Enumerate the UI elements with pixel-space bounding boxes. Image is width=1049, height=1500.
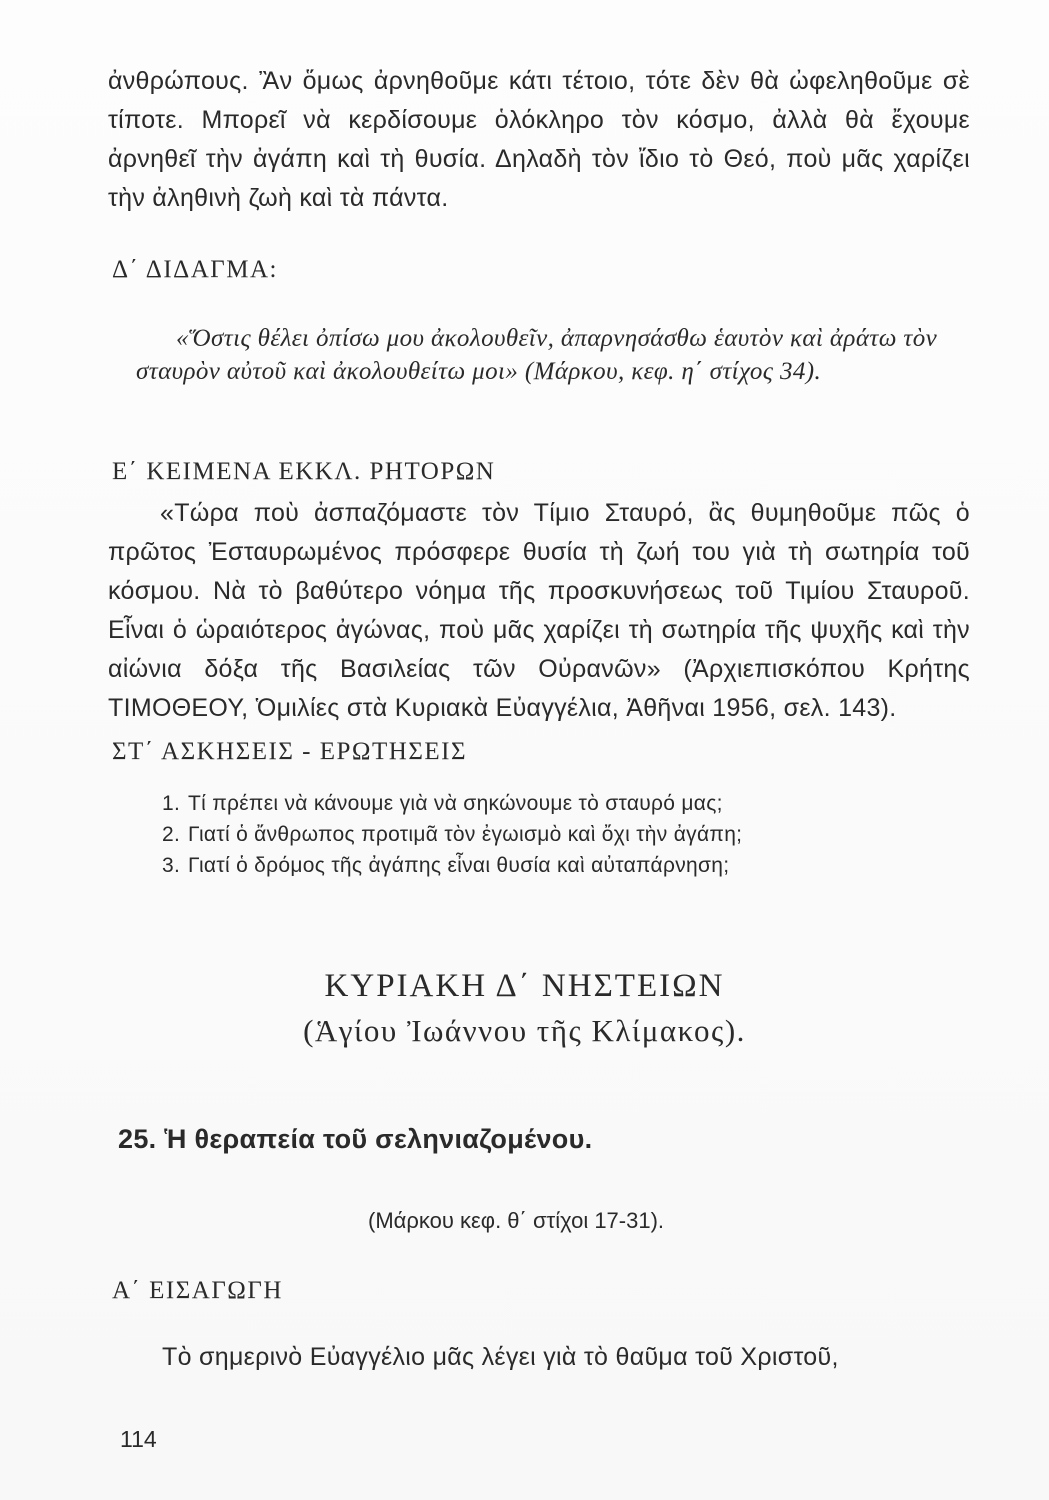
section-a-text: Τὸ σημερινὸ Εὐαγγέλιο μᾶς λέγει γιὰ τὸ θαῦμα τοῦ Χριστοῦ, [162, 1343, 839, 1371]
section-st-heading: ΣΤ΄ ΑΣΚΗΣΕΙΣ - ΕΡΩΤΗΣΕΙΣ [112, 738, 468, 765]
question-text: Γιατί ὁ ἄνθρωπος προτιμᾶ τὸν ἐγωισμὸ καὶ ὄχι τὴν ἀγάπη; [188, 823, 743, 846]
question-item [162, 850, 922, 881]
sunday-subtitle: (Ἁγίου Ἰωάννου τῆς Κλίμακος). [303, 1013, 746, 1048]
question-item [162, 819, 922, 850]
opening-paragraph: ἀνθρώπους. Ἂν ὅμως ἀρνηθοῦμε κάτι τέτοιο, τότε δὲν θὰ ὠφεληθοῦμε σὲ τίποτε. Μπορεῖ νὰ κερδίσουμε ὁλόκληρο τὸν κόσμο, ἀλλὰ θὰ ἔχουμε ἀρνηθεῖ τὴν ἀγάπη καὶ τὴ θυσία. Δηλαδὴ τὸν ἴδιο τὸ Θεό, ποὺ μᾶς χαρίζει τὴν ἀληθινὴ ζωὴ καὶ τὰ πάντα. [108, 67, 970, 212]
question-number: 1. [162, 792, 181, 815]
question-number: 2. [162, 823, 181, 846]
lesson-reference: (Μάρκου κεφ. θ΄ στίχοι 17-31). [368, 1208, 665, 1233]
question-number: 3. [162, 854, 181, 877]
question-text: Γιατί ὁ δρόμος τῆς ἀγάπης εἶναι θυσία καὶ αὐταπάρνηση; [188, 854, 730, 877]
questions-list [162, 788, 922, 881]
sunday-title: ΚΥΡΙΑΚΗ Δ΄ ΝΗΣΤΕΙΩΝ [324, 968, 725, 1004]
section-e-text: «Τώρα ποὺ ἀσπαζόμαστε τὸν Τίμιο Σταυρό, ἂς θυμηθοῦμε πῶς ὁ πρῶτος Ἐσταυρωμένος πρόσφερε θυσία τὴ ζωή του γιὰ τὴ σωτηρία τοῦ κόσμου. Νὰ τὸ βαθύτερο νόημα τῆς προσκυνήσεως τοῦ Τιμίου Σταυροῦ. Εἶναι ὁ ὡραιότερος ἀγώνας, ποὺ μᾶς χαρίζει τὴ σωτηρία τῆς ψυχῆς καὶ τὴν αἰώνια δόξα τῆς Βασιλείας τῶν Οὐρανῶν» (Ἀρχιεπισκόπου Κρήτης ΤΙΜΟΘΕΟΥ, Ὁμιλίες στὰ Κυριακὰ Εὐαγγέλια, Ἀθῆναι 1956, σελ. 143). [108, 499, 970, 722]
section-e-heading: Ε΄ ΚΕΙΜΕΝΑ ΕΚΚΛ. ΡΗΤΟΡΩΝ [112, 458, 496, 485]
section-d-quote: «Ὅστις θέλει ὀπίσω μου ἀκολουθεῖν, ἀπαρνησάσθω ἑαυτὸν καὶ ἀράτω τὸν σταυρὸν αὐτοῦ καὶ ἀκολουθείτω μοι» (Μάρκου, κεφ. η΄ στίχος 34). [136, 325, 938, 385]
section-d-heading: Δ΄ ΔΙΔΑΓΜΑ: [112, 256, 278, 283]
lesson-title: 25. Ἡ θεραπεία τοῦ σεληνιαζομένου. [118, 1124, 593, 1154]
page-number: 114 [120, 1426, 157, 1452]
question-item [162, 788, 922, 819]
question-text: Τί πρέπει νὰ κάνουμε γιὰ νὰ σηκώνουμε τὸ σταυρό μας; [188, 792, 723, 815]
section-a-heading: Α΄ ΕΙΣΑΓΩΓΗ [112, 1277, 283, 1304]
